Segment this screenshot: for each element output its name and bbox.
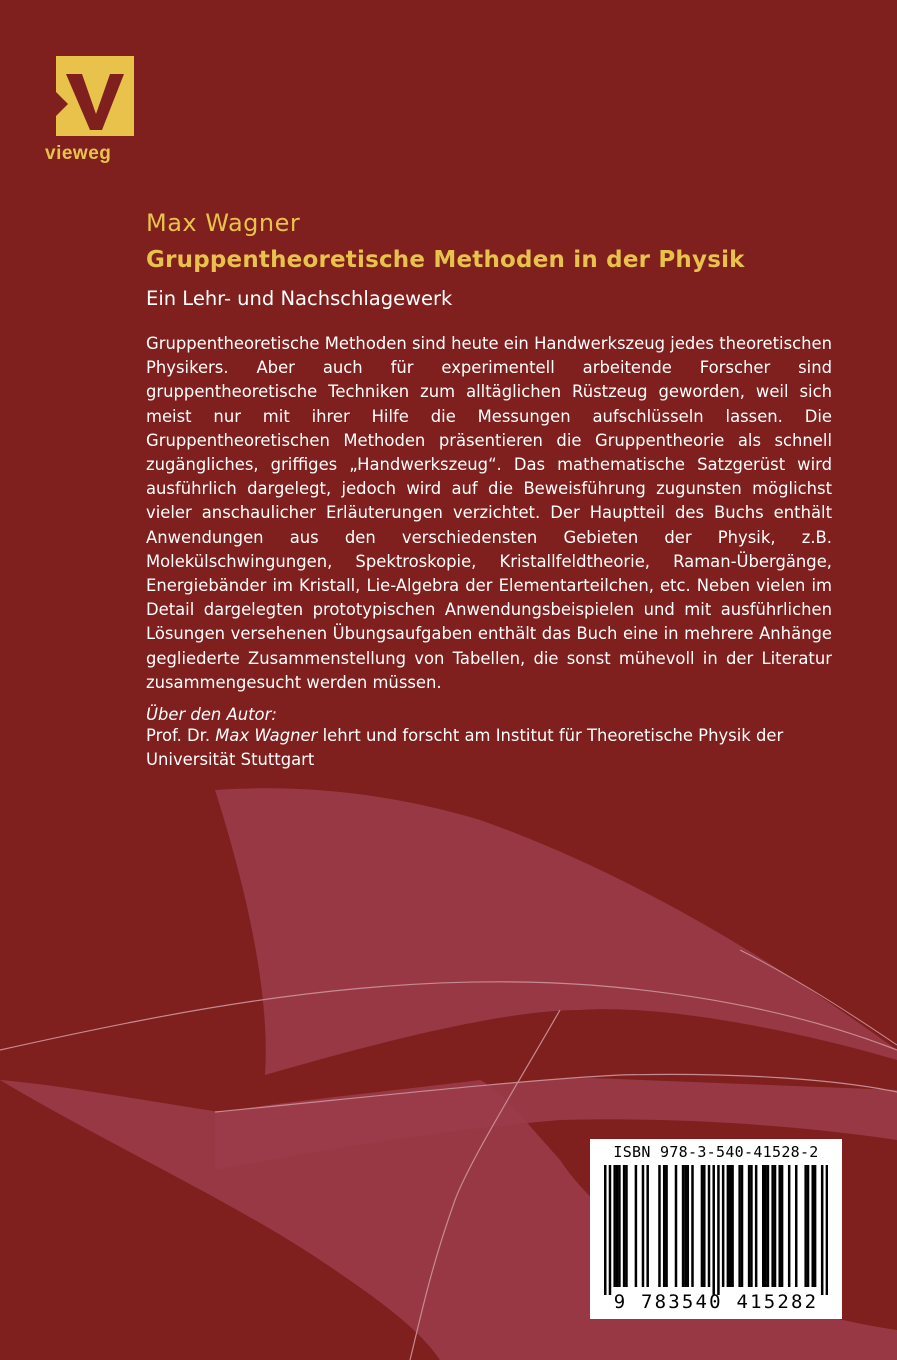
barcode-bar <box>684 1165 687 1287</box>
barcode-bar <box>771 1165 774 1287</box>
author-name: Max Wagner <box>146 209 301 237</box>
barcode-bar <box>708 1165 711 1287</box>
barcode-bar <box>663 1165 666 1287</box>
barcode-bar <box>748 1165 751 1287</box>
isbn-barcode <box>590 1139 842 1319</box>
barcode-bar <box>821 1165 824 1295</box>
barcode-bar <box>712 1165 715 1295</box>
book-title: Gruppentheoretische Methoden in der Physik <box>146 247 745 273</box>
publisher-logo-text: vieweg <box>45 143 112 164</box>
barcode-bar <box>814 1165 817 1287</box>
barcode-bar <box>738 1165 741 1287</box>
barcode-bar <box>691 1165 694 1287</box>
barcode-bar <box>811 1165 814 1287</box>
barcode-bar <box>682 1165 685 1287</box>
barcode-bar <box>807 1165 810 1287</box>
barcode-bar <box>675 1165 678 1287</box>
barcode-bar <box>646 1165 649 1287</box>
description-text: Gruppentheoretische Methoden sind heute ein Handwerkszeug jedes theoretischen Physikers. Aber auch für experimentell arbeitende Forscher sind gruppentheoretische Techniken zum alltäglichen Rüstzeug geworden, weil sich meist nur mit ihrer Hilfe die Messungen aufschlüsseln lassen. Die Gruppentheoretischen Methoden präsentieren die Gruppentheorie als schnell zugängliches, griffiges „Handwerkszeug“. Das mathematische Satzgerüst wird ausführlich dargelegt, jedoch wird auf die Beweisführung zugunsten möglichst vieler anschaulicher Erläuterungen verzichtet. Der Hauptteil des Buchs enthält Anwendungen aus den verschiedensten Gebieten der Physik, z.B. Molekülschwingungen, Spektroskopie, Kristallfeldtheorie, Raman-Übergänge, Energiebänder im Kristall, Lie-Algebra der Elementarteilchen, etc. Neben vielen im Detail dargelegten prototypischen Anwendungsbeispielen und mit ausführlichen Lösungen versehenen Übungsaufgaben enthält das Buch eine in mehrere Anhänge gegliederte Zusammenstellung von Tabellen, die sonst mühevoll in der Literatur zusammengesucht werden müssen. <box>146 334 832 692</box>
barcode-bar <box>729 1165 732 1287</box>
barcode-bar <box>665 1165 668 1287</box>
barcode-bar <box>604 1165 607 1295</box>
barcode-bars <box>604 1165 828 1295</box>
barcode-bar <box>623 1165 626 1287</box>
ean-digits: 9 783540 415282 <box>613 1291 819 1313</box>
about-author-name: Max Wagner <box>215 726 318 745</box>
barcode-bar <box>658 1165 661 1287</box>
curve-shape-upper <box>215 788 897 1075</box>
barcode-bar <box>774 1165 777 1287</box>
barcode-bar <box>625 1165 628 1287</box>
book-subtitle: Ein Lehr- und Nachschlagewerk <box>146 287 453 310</box>
barcode-bar <box>750 1165 753 1287</box>
barcode-bar <box>795 1165 798 1287</box>
barcode-bar <box>635 1165 638 1287</box>
barcode-bar <box>609 1165 612 1295</box>
barcode-bar <box>788 1165 791 1287</box>
barcode-bar <box>687 1165 690 1287</box>
barcode-bar <box>804 1165 807 1287</box>
barcode-bar <box>764 1165 767 1287</box>
barcode-bar <box>616 1165 619 1287</box>
barcode-bar <box>781 1165 784 1287</box>
barcode-bar <box>755 1165 758 1287</box>
barcode-bar <box>762 1165 765 1287</box>
barcode-bar <box>778 1165 781 1287</box>
about-suffix: lehrt und forscht am Institut für Theoretische Physik der Universität Stuttgart <box>146 726 784 770</box>
barcode-bar <box>731 1165 734 1287</box>
barcode-bar <box>741 1165 744 1287</box>
about-author-label: Über den Autor: <box>146 705 277 724</box>
barcode-bar <box>826 1165 828 1295</box>
barcode-bar <box>703 1165 706 1287</box>
isbn-label: ISBN 978-3-540-41528-2 <box>613 1143 819 1161</box>
barcode-bar <box>767 1165 770 1287</box>
barcode-bar <box>618 1165 621 1287</box>
barcode-bar <box>613 1165 616 1287</box>
barcode-bar <box>717 1165 720 1295</box>
barcode-bar <box>727 1165 730 1287</box>
about-prefix: Prof. Dr. <box>146 726 216 745</box>
barcode-bar <box>642 1165 645 1287</box>
barcode-bar <box>701 1165 704 1287</box>
barcode-bar <box>722 1165 725 1287</box>
about-author-text <box>146 724 836 772</box>
